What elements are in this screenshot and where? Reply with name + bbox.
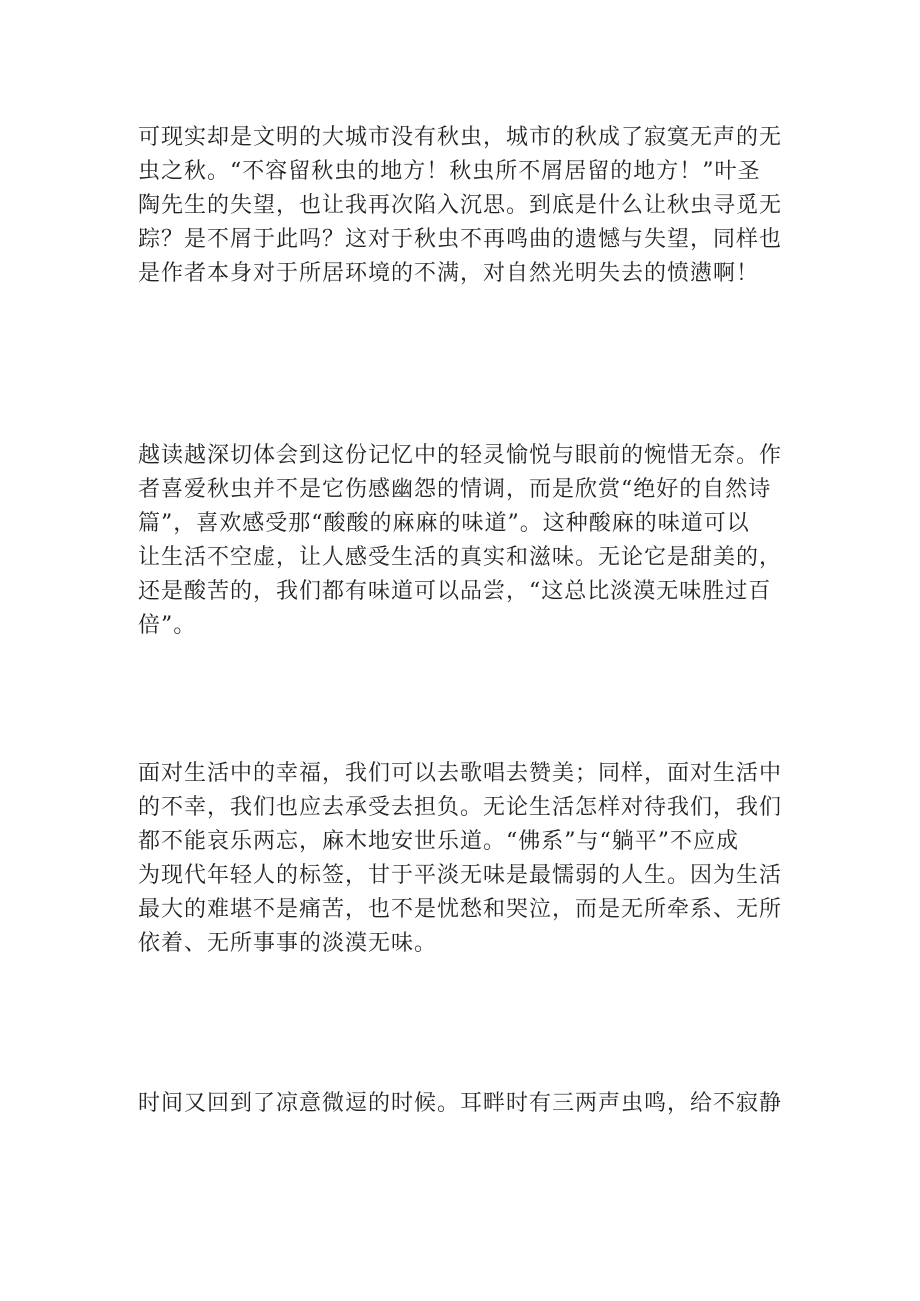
text-line: 虫之秋。“不容留秋虫的地方！秋虫所不屑居留的地方！”叶圣 xyxy=(138,159,761,184)
text-line: 面对生活中的幸福，我们可以去歌唱去赞美；同样，面对生活中 xyxy=(138,761,783,786)
text-line: 依着、无所事事的淡漠无味。 xyxy=(138,931,438,956)
paragraph-3 xyxy=(138,757,794,961)
text-line: 倍”。 xyxy=(138,613,197,638)
text-line: 是作者本身对于所居环境的不满，对自然光明失去的愤懑啊！ xyxy=(138,261,760,286)
text-line: 可现实却是文明的大城市没有秋虫，城市的秋成了寂寞无声的无 xyxy=(138,125,783,150)
text-line: 为现代年轻人的标签，甘于平淡无味是最懦弱的人生。因为生活 xyxy=(138,863,783,888)
paragraph-1 xyxy=(138,121,794,291)
text-line: 的不幸，我们也应去承受去担负。无论生活怎样对待我们，我们 xyxy=(138,795,783,820)
text-line: 踪？是不屑于此吗？这对于秋虫不再鸣曲的遗憾与失望，同样也 xyxy=(138,227,783,252)
text-line: 让生活不空虚，让人感受生活的真实和滋味。无论它是甜美的， xyxy=(138,545,783,570)
text-line: 时间又回到了凉意微逗的时候。耳畔时有三两声虫鸣，给不寂静 xyxy=(138,1091,783,1116)
text-line: 者喜爱秋虫并不是它伤感幽怨的情调，而是欣赏“绝好的自然诗 xyxy=(138,477,772,502)
text-line: 还是酸苦的，我们都有味道可以品尝，“这总比淡漠无味胜过百 xyxy=(138,579,772,604)
paragraph-4 xyxy=(138,1087,794,1121)
text-line: 都不能哀乐两忘，麻木地安世乐道。“佛系”与“躺平”不应成 xyxy=(138,829,739,854)
text-line: 越读越深切体会到这份记忆中的轻灵愉悦与眼前的惋惜无奈。作 xyxy=(138,443,783,468)
paragraph-2 xyxy=(138,439,794,643)
text-line: 篇”，喜欢感受那“酸酸的麻麻的味道”。这种酸麻的味道可以 xyxy=(138,511,750,536)
text-line: 陶先生的失望，也让我再次陷入沉思。到底是什么让秋虫寻觅无 xyxy=(138,193,783,218)
text-line: 最大的难堪不是痛苦，也不是忧愁和哭泣，而是无所牵系、无所 xyxy=(138,897,783,922)
